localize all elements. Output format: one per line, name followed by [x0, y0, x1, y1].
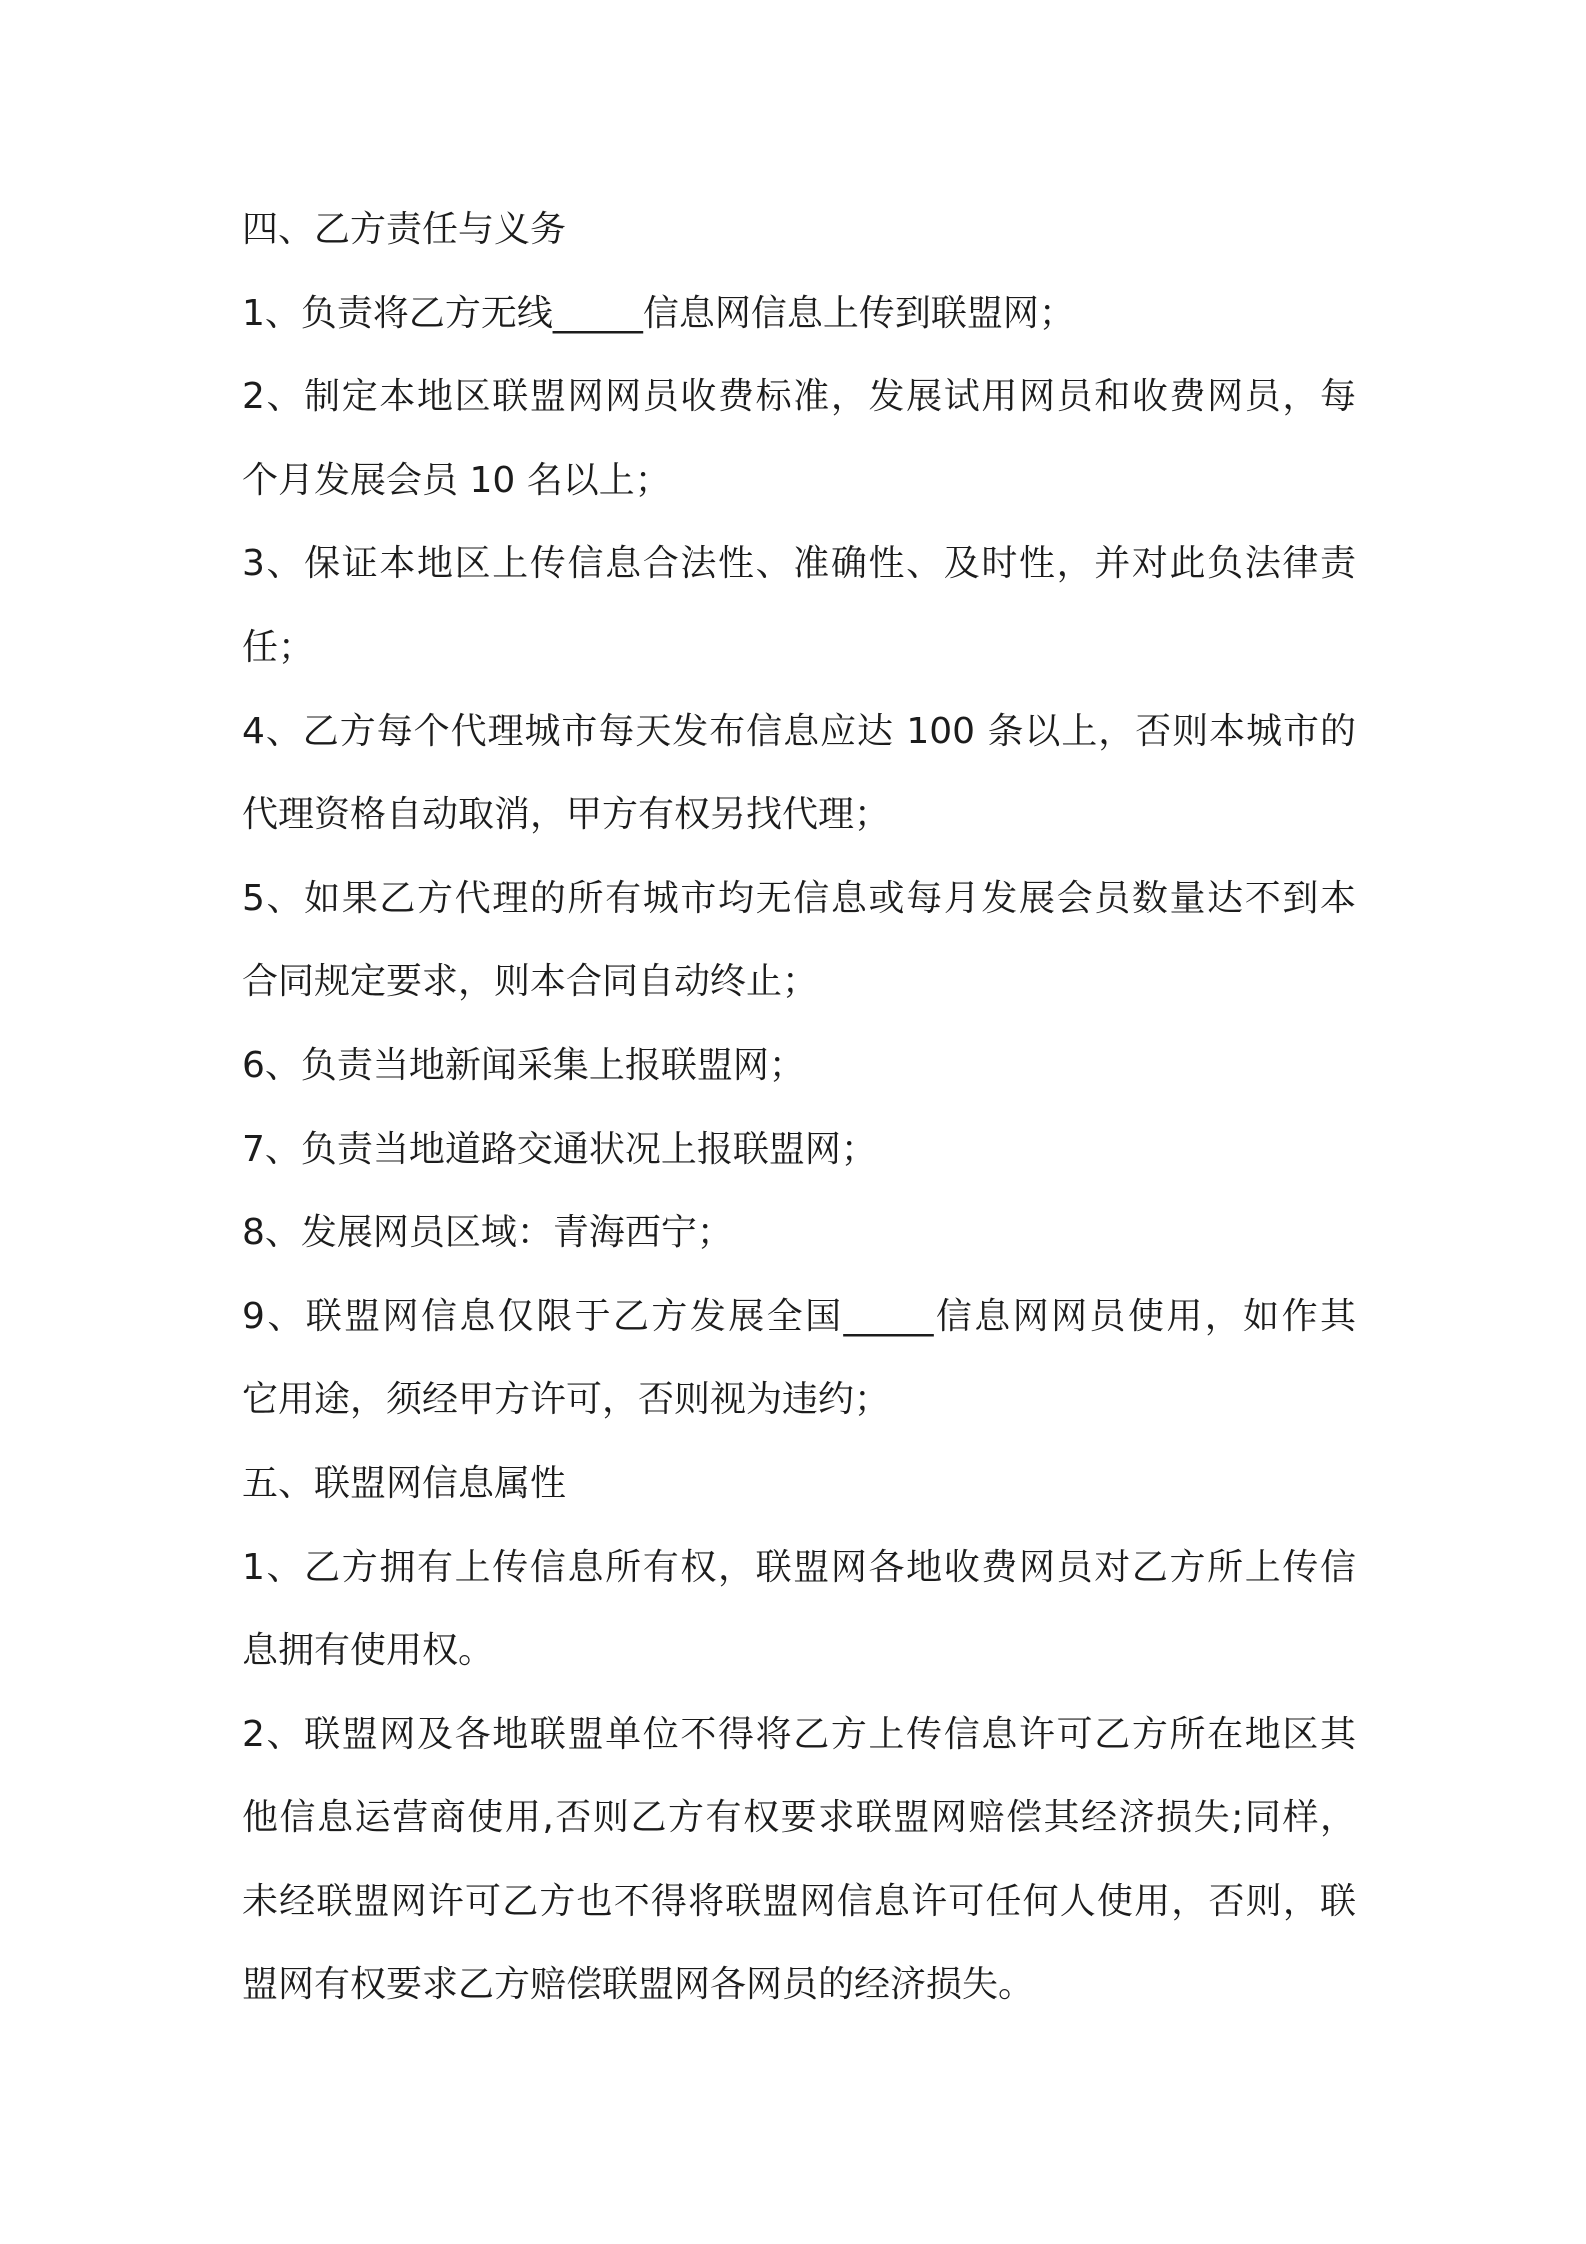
- section-party-b-responsibilities: [242, 188, 1356, 1442]
- section-info-ownership: [242, 1442, 1356, 2027]
- clause-line: 合同规定要求，则本合同自动终止；: [242, 961, 819, 1003]
- clause-item: [242, 272, 1356, 356]
- clause-item: [242, 1108, 1356, 1192]
- clause-line: 9、联盟网信息仅限于乙方发展全国_____信息网网员使用，如作其: [242, 1295, 1356, 1337]
- clause-item: [242, 1275, 1356, 1442]
- clause-line: 他信息运营商使用,否则乙方有权要求联盟网赔偿其经济损失;同样，: [242, 1797, 1356, 1839]
- clause-line: 未经联盟网许可乙方也不得将联盟网信息许可任何人使用，否则，联: [242, 1880, 1356, 1922]
- document-body: [242, 188, 1356, 2027]
- clause-item: [242, 355, 1356, 522]
- clause-item: [242, 1191, 1356, 1275]
- clause-line: 个月发展会员 10 名以上；: [242, 459, 671, 501]
- clause-item: [242, 690, 1356, 857]
- section-heading: 五、联盟网信息属性: [242, 1462, 567, 1504]
- clause-line: 4、乙方每个代理城市每天发布信息应达 100 条以上，否则本城市的: [242, 710, 1356, 752]
- clause-item: [242, 857, 1356, 1024]
- clause-item: [242, 1526, 1356, 1693]
- clause-line: 息拥有使用权。: [242, 1630, 495, 1672]
- clause-line: 2、制定本地区联盟网网员收费标准，发展试用网员和收费网员，每: [242, 376, 1356, 418]
- clause-line: 3、保证本地区上传信息合法性、准确性、及时性，并对此负法律责: [242, 543, 1356, 585]
- clause-line: 盟网有权要求乙方赔偿联盟网各网员的经济损失。: [242, 1964, 1035, 2006]
- clause-line: 1、负责将乙方无线_____信息网信息上传到联盟网；: [242, 292, 1075, 334]
- clause-line: 6、负责当地新闻采集上报联盟网；: [242, 1044, 805, 1086]
- clause-item: [242, 1693, 1356, 2027]
- clause-item: [242, 1024, 1356, 1108]
- clause-line: 7、负责当地道路交通状况上报联盟网；: [242, 1128, 877, 1170]
- clause-line: 1、乙方拥有上传信息所有权，联盟网各地收费网员对乙方所上传信: [242, 1546, 1356, 1588]
- section-heading: 四、乙方责任与义务: [242, 209, 567, 250]
- clause-line: 8、发展网员区域：青海西宁；: [242, 1212, 733, 1254]
- clause-line: 任；: [242, 626, 315, 668]
- clause-line: 2、联盟网及各地联盟单位不得将乙方上传信息许可乙方所在地区其: [242, 1713, 1356, 1755]
- clause-line: 代理资格自动取消，甲方有权另找代理；: [242, 794, 891, 836]
- clause-item: [242, 522, 1356, 689]
- clause-line: 5、如果乙方代理的所有城市均无信息或每月发展会员数量达不到本: [242, 877, 1356, 919]
- clause-line: 它用途，须经甲方许可，否则视为违约；: [242, 1379, 891, 1421]
